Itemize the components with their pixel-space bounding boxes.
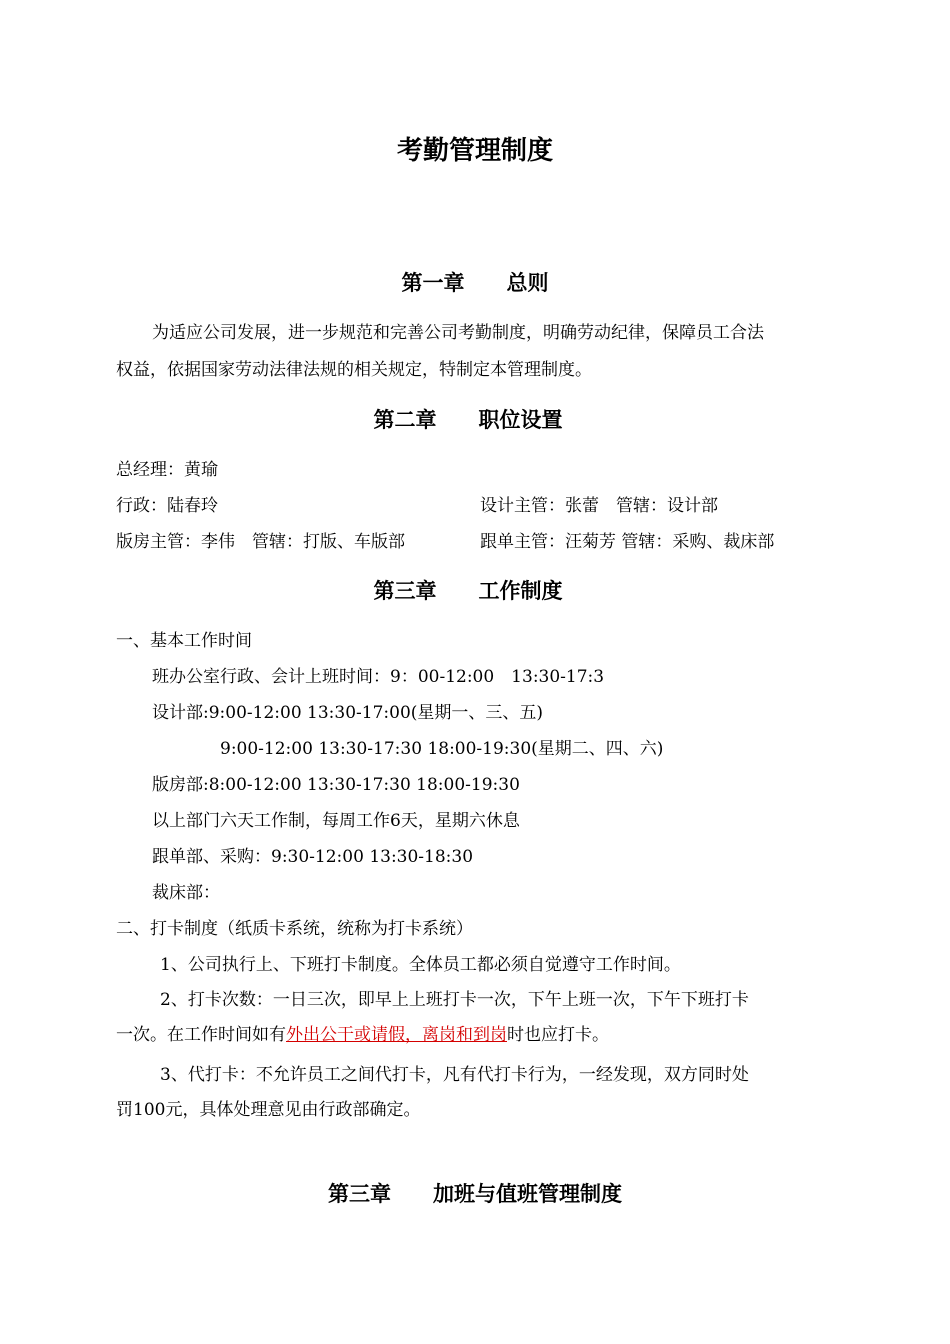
design-hours-1: 设计部:9:00-12:00 13:30-17:00(星期一、三、五) <box>152 703 544 723</box>
chapter1-paragraph-line2: 权益，依据国家劳动法律法规的相关规定，特制定本管理制度。 <box>116 360 592 380</box>
section2-title: 二、打卡制度（纸质卡系统，统称为打卡系统） <box>116 919 473 939</box>
office-hours: 班办公室行政、会计上班时间：9：00-12:00 13:30-17:3 <box>152 667 605 687</box>
rule2-highlight-link[interactable]: 外出公干或请假，离岗和到岗 <box>286 1025 507 1045</box>
general-manager: 总经理：黄瑜 <box>116 460 218 480</box>
rule1: 1、公司执行上、下班打卡制度。全体员工都必须自觉遵守工作时间。 <box>160 955 681 975</box>
section1-title: 一、基本工作时间 <box>116 631 252 651</box>
design-lead: 设计主管：张蕾 管辖：设计部 <box>480 496 718 516</box>
rule3-line1: 3、代打卡：不允许员工之间代打卡，凡有代打卡行为，一经发现，双方同时处 <box>160 1065 749 1085</box>
chapter1-paragraph-line1: 为适应公司发展，进一步规范和完善公司考勤制度，明确劳动纪律，保障员工合法 <box>152 323 764 343</box>
order-follow-lead: 跟单主管：汪菊芳 管辖：采购、裁床部 <box>480 532 775 552</box>
chapter4-heading: 第三章 加班与值班管理制度 <box>328 1182 622 1206</box>
rule2-line2-pre: 一次。在工作时间如有 <box>116 1025 286 1045</box>
rule2-line2-post: 时也应打卡。 <box>507 1025 609 1045</box>
chapter2-heading: 第二章 职位设置 <box>373 408 563 432</box>
six-day-note: 以上部门六天工作制，每周工作6天，星期六休息 <box>152 811 520 831</box>
document-title: 考勤管理制度 <box>396 136 553 166</box>
order-dept-hours: 跟单部、采购：9:30-12:00 13:30-18:30 <box>152 847 474 867</box>
chapter1-heading: 第一章 总则 <box>401 271 549 295</box>
rule2-line1: 2、打卡次数：一日三次，即早上上班打卡一次，下午上班一次，下午下班打卡 <box>160 990 749 1010</box>
admin-staff: 行政：陆春玲 <box>116 496 218 516</box>
pattern-room-hours: 版房部:8:00-12:00 13:30-17:30 18:00-19:30 <box>152 775 520 795</box>
rule3-line2: 罚100元，具体处理意见由行政部确定。 <box>116 1100 421 1120</box>
cutting-dept: 裁床部： <box>152 883 220 903</box>
design-hours-2: 9:00-12:00 13:30-17:30 18:00-19:30(星期二、四、六) <box>220 739 664 759</box>
pattern-room-lead: 版房主管：李伟 管辖：打版、车版部 <box>116 532 405 552</box>
chapter3-heading: 第三章 工作制度 <box>373 579 563 603</box>
rule2-line2 <box>116 1022 609 1048</box>
